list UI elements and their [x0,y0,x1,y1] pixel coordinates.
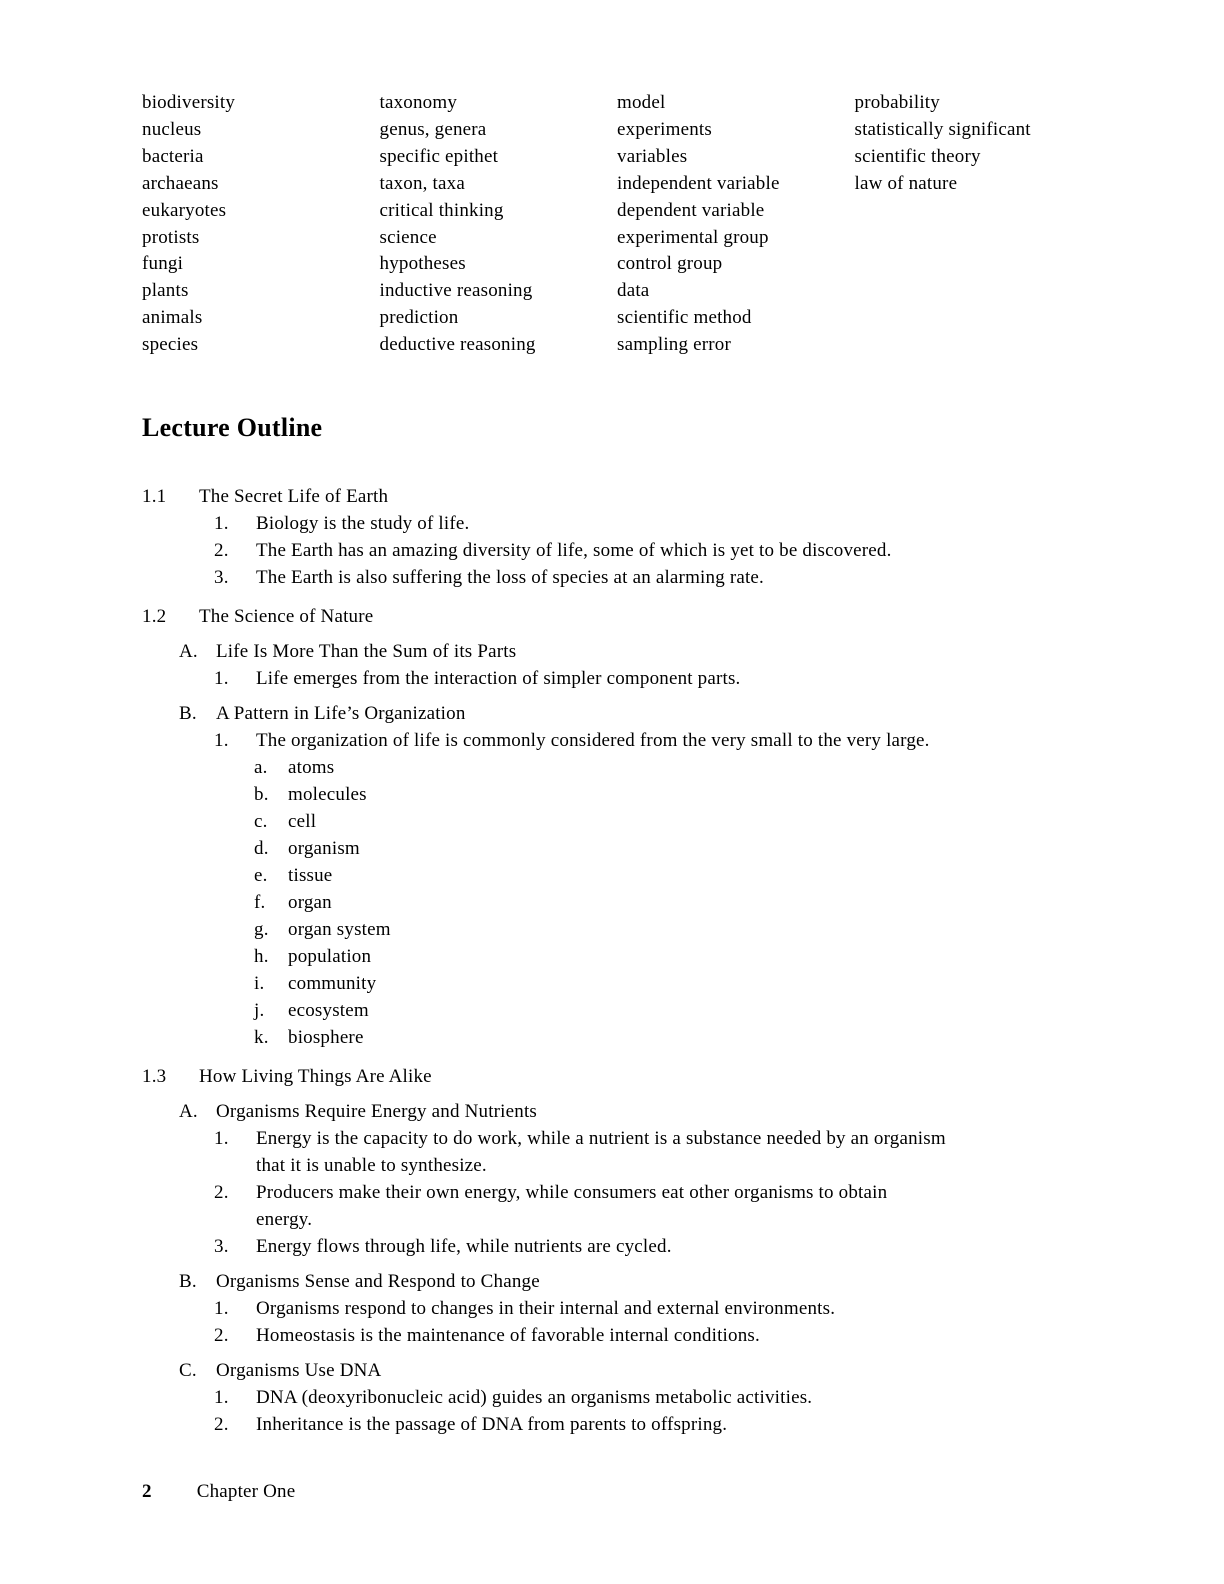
outline-item-label: 2. [214,540,229,562]
outline-subletter-row [142,1024,1080,1051]
outline-item-label: 1. [214,1387,229,1409]
vocabulary-term: archaeans [142,172,219,194]
outline-subletter-row [142,808,1080,835]
outline-item-label: k. [254,1027,269,1049]
outline-item-label: A. [179,641,198,663]
outline-letter-row [142,1268,1080,1295]
outline-item-label: f. [254,892,266,914]
vocabulary-term: scientific method [617,307,752,329]
outline-item-text: Life emerges from the interaction of simpler component parts. [256,668,741,690]
vocabulary-term: fungi [142,253,184,275]
vocabulary-column [855,90,1081,359]
vocabulary-term: taxon, taxa [379,172,465,194]
outline-subletter-row [142,970,1080,997]
outline-letter-row [142,1357,1080,1384]
vocabulary-term: dependent variable [617,199,765,221]
outline-num-row [142,1233,1080,1260]
vocabulary-list [142,90,1080,359]
outline-item-label: e. [254,865,268,887]
outline-item-text: atoms [288,757,335,779]
outline-letter-row [142,700,1080,727]
vocabulary-term: experiments [617,118,712,140]
vocabulary-term: inductive reasoning [379,280,533,302]
outline-item-label: B. [179,703,197,725]
outline-item-text: Organisms Require Energy and Nutrients [216,1101,538,1123]
outline-item-text: The Earth has an amazing diversity of life, some of which is yet to be discovered. [256,540,892,562]
vocabulary-term: species [142,334,199,356]
vocabulary-term: sampling error [617,334,731,356]
outline-item-text: The Secret Life of Earth [199,486,389,508]
outline-item-text: molecules [288,784,367,806]
outline-num-row [142,665,1080,692]
outline-subletter-row [142,997,1080,1024]
outline-item-text: Organisms Sense and Respond to Change [216,1271,540,1293]
outline-letter-row [142,638,1080,665]
vocabulary-term: nucleus [142,118,202,140]
outline-num-row [142,1179,1080,1233]
outline-item-label: 2. [214,1414,229,1436]
outline-item-label: 2. [214,1325,229,1347]
outline-item-label: 1.3 [142,1066,167,1088]
outline-item-label: a. [254,757,268,779]
outline-item-label: 3. [214,567,229,589]
outline-item-text: ecosystem [288,1000,369,1022]
outline-item-label: 1. [214,1128,229,1150]
outline-num-row [142,1125,1080,1179]
outline-item-text: community [288,973,377,995]
outline-item-label: 1.2 [142,606,167,628]
outline-num-row [142,537,1080,564]
vocabulary-term: prediction [379,307,459,329]
vocabulary-term: science [379,226,437,248]
outline-letter-row [142,1098,1080,1125]
outline-item-text: The organization of life is commonly considered from the very small to the very large. [256,730,930,752]
outline-item-label: 1. [214,513,229,535]
vocabulary-term: biodiversity [142,92,236,113]
vocabulary-term: genus, genera [379,118,487,140]
vocabulary-term: scientific theory [854,145,981,167]
vocabulary-term: data [617,280,650,302]
outline-item-text: biosphere [288,1027,364,1049]
outline-item-text: The Science of Nature [199,606,374,628]
outline-subletter-row [142,862,1080,889]
outline-item-label: A. [179,1101,198,1123]
outline-subletter-row [142,781,1080,808]
page-number: 2 [142,1481,152,1502]
outline-item-label: 3. [214,1236,229,1258]
outline-item-text: Producers make their own energy, while consumers eat other organisms to obtain energy. [256,1182,888,1231]
vocabulary-term: law of nature [854,172,958,194]
vocabulary-term: deductive reasoning [379,334,536,356]
outline-item-label: d. [254,838,269,860]
outline-item-text: How Living Things Are Alike [199,1066,432,1088]
outline-item-text: Energy is the capacity to do work, while a nutrient is a substance needed by an organism that it is unable to synthesize. [256,1128,946,1177]
outline-item-text: Organisms respond to changes in their internal and external environments. [256,1298,836,1320]
vocabulary-term: taxonomy [379,92,458,113]
outline-item-label: g. [254,919,269,941]
outline-num-row [142,1322,1080,1349]
outline-item-text: Life Is More Than the Sum of its Parts [216,641,517,663]
vocabulary-term: hypotheses [379,253,466,275]
outline-item-label: 1. [214,1298,229,1320]
outline-section-row [142,1063,1080,1090]
vocabulary-term: specific epithet [379,145,499,167]
outline-item-text: tissue [288,865,333,887]
outline-item-text: cell [288,811,317,833]
outline-subletter-row [142,889,1080,916]
outline-item-text: Energy flows through life, while nutrients are cycled. [256,1236,672,1258]
outline-num-row [142,1295,1080,1322]
outline-section-row [142,483,1080,510]
outline-subletter-row [142,943,1080,970]
outline-item-text: A Pattern in Life’s Organization [216,703,466,725]
outline-subletter-row [142,835,1080,862]
outline-item-label: i. [254,973,265,995]
vocabulary-term: statistically significant [854,118,1031,140]
vocabulary-term: protists [142,226,200,248]
outline-item-text: Homeostasis is the maintenance of favorable internal conditions. [256,1325,760,1347]
outline-num-row [142,1411,1080,1438]
outline-item-text: population [288,946,372,968]
outline-num-row [142,727,1080,754]
outline-item-label: C. [179,1360,197,1382]
outline-num-row [142,1384,1080,1411]
vocabulary-column [380,90,618,359]
outline-item-text: organ system [288,919,391,941]
vocabulary-term: independent variable [617,172,780,194]
outline-num-row [142,510,1080,537]
outline-item-label: B. [179,1271,197,1293]
vocabulary-term: probability [854,92,940,113]
vocabulary-column [617,90,855,359]
lecture-outline [142,445,1080,1438]
outline-item-text: DNA (deoxyribonucleic acid) guides an organisms metabolic activities. [256,1387,813,1409]
outline-item-label: 1. [214,730,229,752]
vocabulary-term: animals [142,307,203,329]
outline-section-row [142,603,1080,630]
vocabulary-term: variables [617,145,688,167]
vocabulary-term: plants [142,280,189,302]
outline-item-label: 1. [214,668,229,690]
outline-item-label: 2. [214,1182,229,1204]
page-footer [142,1478,295,1505]
outline-item-text: Organisms Use DNA [216,1360,382,1382]
outline-item-label: c. [254,811,268,833]
outline-item-text: Inheritance is the passage of DNA from parents to offspring. [256,1414,728,1436]
outline-item-text: organ [288,892,332,914]
outline-item-label: j. [254,1000,265,1022]
vocabulary-term: critical thinking [379,199,504,221]
vocabulary-term: bacteria [142,145,204,167]
vocabulary-term: eukaryotes [142,199,227,221]
outline-item-label: 1.1 [142,486,167,508]
vocabulary-term: model [617,92,666,113]
chapter-label: Chapter One [196,1481,296,1502]
outline-item-text: The Earth is also suffering the loss of species at an alarming rate. [256,567,764,589]
outline-subletter-row [142,754,1080,781]
outline-item-label: b. [254,784,269,806]
vocabulary-column [142,90,380,359]
vocabulary-term: experimental group [617,226,769,248]
outline-item-text: organism [288,838,360,860]
outline-item-text: Biology is the study of life. [256,513,470,535]
outline-item-label: h. [254,946,269,968]
outline-num-row [142,564,1080,591]
vocabulary-term: control group [617,253,723,275]
outline-subletter-row [142,916,1080,943]
lecture-outline-heading: Lecture Outline [142,413,323,443]
